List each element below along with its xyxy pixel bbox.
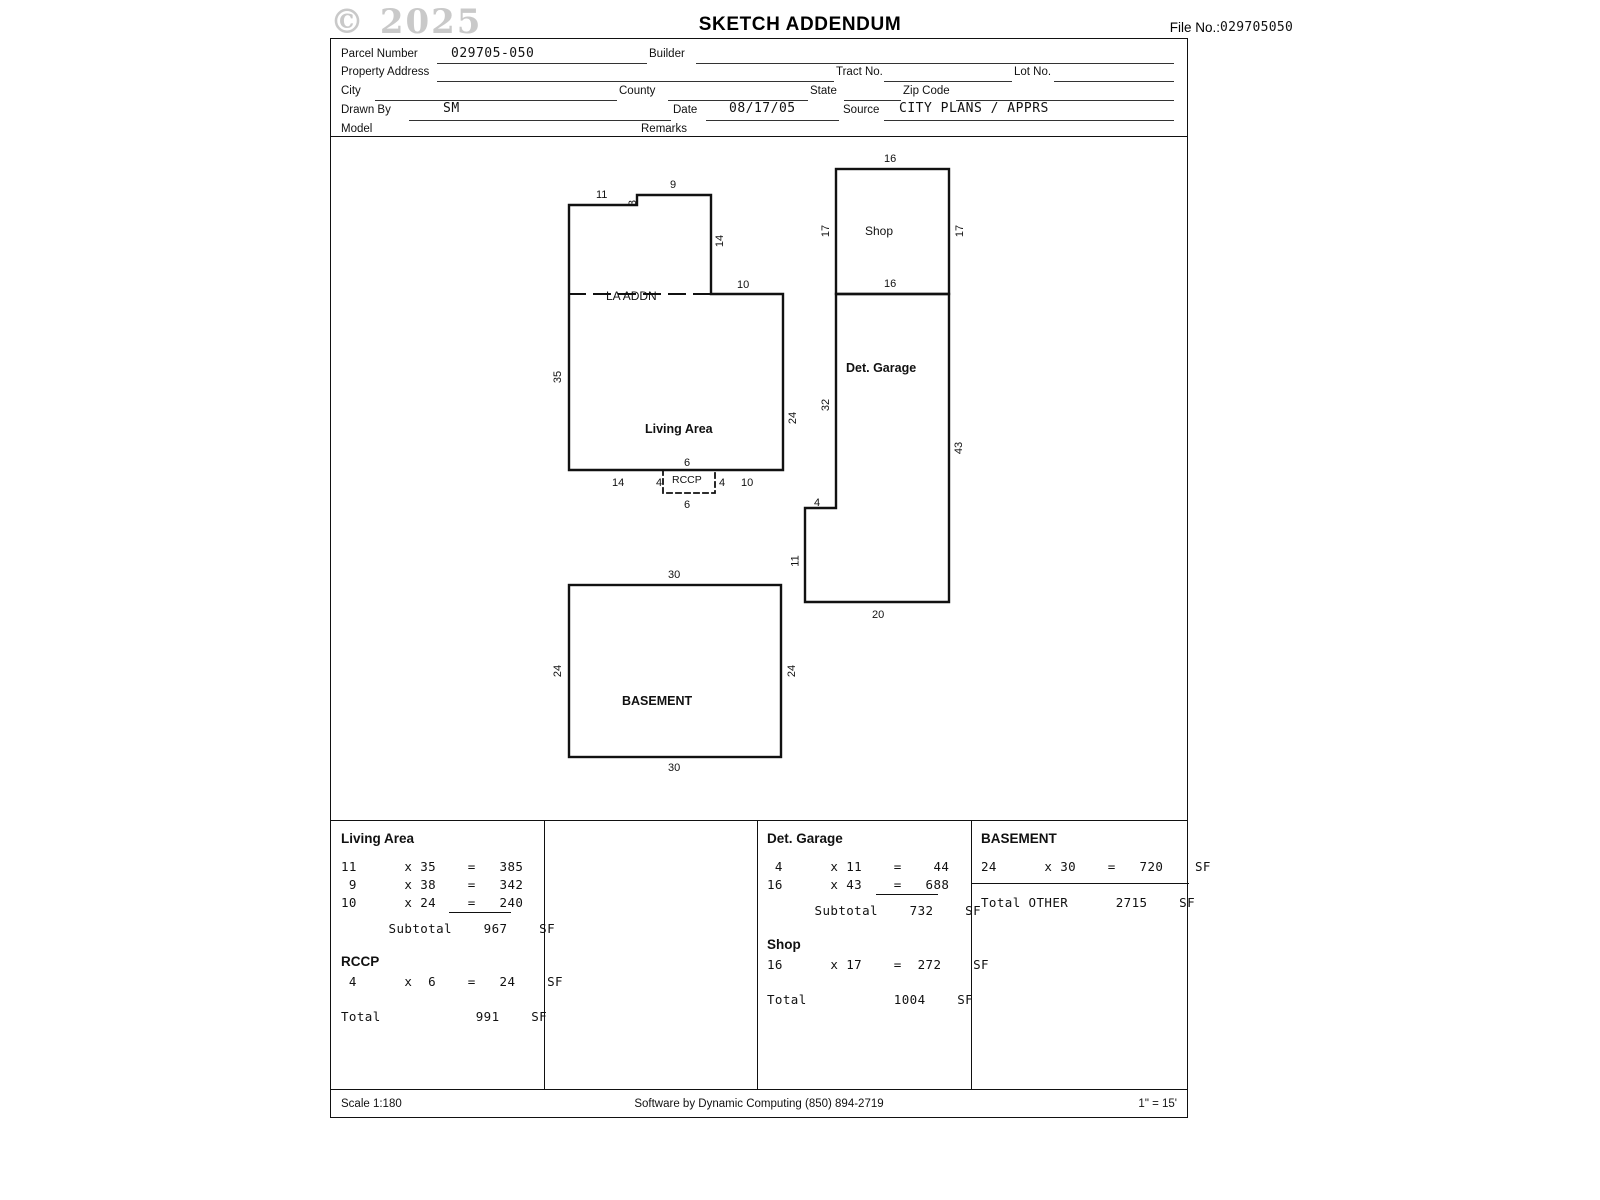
zip-code-label: Zip Code xyxy=(903,85,950,97)
city-rule xyxy=(375,100,617,101)
det-garage-label: Det. Garage xyxy=(846,361,917,375)
basement-outline xyxy=(569,585,781,757)
parcel-number-value: 029705-050 xyxy=(451,46,535,61)
dim-basement-top: 30 xyxy=(668,569,681,581)
calc-garage-row-0: 4 x 11 = 44 xyxy=(767,859,950,874)
property-info-block xyxy=(331,39,1187,137)
dim-la-addn-bottom-right: 10 xyxy=(737,279,750,291)
dim-la-addn-right: 14 xyxy=(714,234,727,248)
dim-shop-left: 17 xyxy=(820,224,833,238)
calc-living-total: Total 991 SF xyxy=(341,1009,548,1024)
tract-no-rule xyxy=(884,81,1012,82)
drawn-by-rule xyxy=(409,120,671,121)
calc-divider-2 xyxy=(757,821,758,1089)
floor-plan-svg xyxy=(331,137,1189,821)
dim-basement-bottom: 30 xyxy=(668,762,681,774)
property-address-label: Property Address xyxy=(341,66,430,78)
dim-garage-right: 43 xyxy=(953,441,966,455)
dim-rccp-left: 4 xyxy=(656,477,663,489)
calc-garage-title: Det. Garage xyxy=(767,831,843,846)
calc-living-subtotal-rule xyxy=(449,912,511,913)
dim-garage-bottom: 20 xyxy=(872,609,885,621)
calc-garage-row-1: 16 x 43 = 688 xyxy=(767,877,950,892)
dim-rccp-right: 4 xyxy=(719,477,726,489)
dim-shop-right: 17 xyxy=(954,224,967,238)
source-rule xyxy=(884,120,1174,121)
footer-scale-right: 1" = 15' xyxy=(1138,1098,1177,1110)
footer-software: Software by Dynamic Computing (850) 894-2719 xyxy=(634,1098,884,1110)
parcel-number-label: Parcel Number xyxy=(341,48,418,60)
county-label: County xyxy=(619,85,656,97)
calculations-block xyxy=(331,821,1211,1089)
calc-living-subtotal: Subtotal 967 SF xyxy=(341,921,555,936)
city-label: City xyxy=(341,85,361,97)
builder-label: Builder xyxy=(649,48,685,60)
dim-rccp-bottom: 6 xyxy=(684,499,691,511)
dim-rccp-top: 6 xyxy=(684,457,691,469)
living-area-label: Living Area xyxy=(645,422,713,436)
date-rule xyxy=(706,120,839,121)
calc-basement-total-other: Total OTHER 2715 SF xyxy=(981,895,1195,910)
builder-rule xyxy=(696,63,1174,64)
dim-la-addn-top-left: 11 xyxy=(596,189,608,201)
calc-living-row-1: 9 x 38 = 342 xyxy=(341,877,524,892)
dim-la-addn-notch: 3 xyxy=(627,199,640,207)
date-value: 08/17/05 xyxy=(729,101,796,116)
document-frame xyxy=(330,38,1211,1118)
tract-no-label: Tract No. xyxy=(836,66,883,78)
calc-rccp-row: 4 x 6 = 24 SF xyxy=(341,974,563,989)
page-title: SKETCH ADDENDUM xyxy=(698,14,902,35)
dim-garage-notch: 4 xyxy=(814,497,821,509)
lot-no-label: Lot No. xyxy=(1014,66,1052,78)
calc-garage-total: Total 1004 SF xyxy=(767,992,974,1007)
calc-rccp-title: RCCP xyxy=(341,954,380,969)
footer-scale-left: Scale 1:180 xyxy=(341,1098,402,1110)
property-address-rule xyxy=(437,81,834,82)
calc-divider-3 xyxy=(971,821,972,1089)
dim-garage-left: 32 xyxy=(820,398,833,412)
dim-living-left: 35 xyxy=(552,370,565,384)
dim-basement-left: 24 xyxy=(552,664,565,678)
source-value: CITY PLANS / APPRS xyxy=(899,101,1049,116)
dim-living-bottom-left: 14 xyxy=(612,477,625,489)
dim-basement-right: 24 xyxy=(786,664,799,678)
dim-shop-top: 16 xyxy=(884,153,897,165)
calc-basement-row-0: 24 x 30 = 720 SF xyxy=(981,859,1211,874)
calc-garage-subtotal: Subtotal 732 SF xyxy=(767,903,981,918)
drawn-by-value: SM xyxy=(443,101,460,116)
dim-living-right: 24 xyxy=(787,411,800,425)
model-label: Model xyxy=(341,123,373,135)
calc-basement-title: BASEMENT xyxy=(981,831,1057,846)
dim-shop-bottom: 16 xyxy=(884,278,897,290)
file-number-value: 029705050 xyxy=(1220,20,1294,35)
shop-label: Shop xyxy=(865,224,894,238)
copyright-watermark: © 2025 xyxy=(330,2,483,42)
basement-label: BASEMENT xyxy=(622,694,693,708)
drawn-by-label: Drawn By xyxy=(341,104,391,116)
state-rule xyxy=(844,100,901,101)
dim-la-addn-top-right: 9 xyxy=(670,179,677,191)
la-addn-label: LA ADDN xyxy=(606,289,657,303)
sketch-drawing-area xyxy=(331,137,1187,821)
dim-garage-notch-left: 11 xyxy=(789,555,802,567)
calc-living-row-2: 10 x 24 = 240 xyxy=(341,895,524,910)
dim-living-bottom-right: 10 xyxy=(741,477,754,489)
state-label: State xyxy=(810,85,837,97)
calc-garage-subtotal-rule xyxy=(876,894,938,895)
footer-divider xyxy=(331,1089,1187,1090)
lot-no-rule xyxy=(1054,81,1174,82)
calc-living-row-0: 11 x 35 = 385 xyxy=(341,859,524,874)
calc-living-area-title: Living Area xyxy=(341,831,415,846)
rccp-label: RCCP xyxy=(672,474,702,486)
file-number xyxy=(1169,20,1294,35)
file-number-label: File No.: xyxy=(1169,20,1220,35)
calc-divider-1 xyxy=(544,821,545,1089)
calc-basement-rule xyxy=(971,883,1189,884)
parcel-number-rule xyxy=(437,63,647,64)
det-garage-outline xyxy=(805,294,949,602)
calc-shop-row: 16 x 17 = 272 SF xyxy=(767,957,989,972)
calc-shop-title: Shop xyxy=(767,937,801,952)
date-label: Date xyxy=(673,104,698,116)
source-label: Source xyxy=(843,104,880,116)
remarks-label: Remarks xyxy=(641,123,688,135)
